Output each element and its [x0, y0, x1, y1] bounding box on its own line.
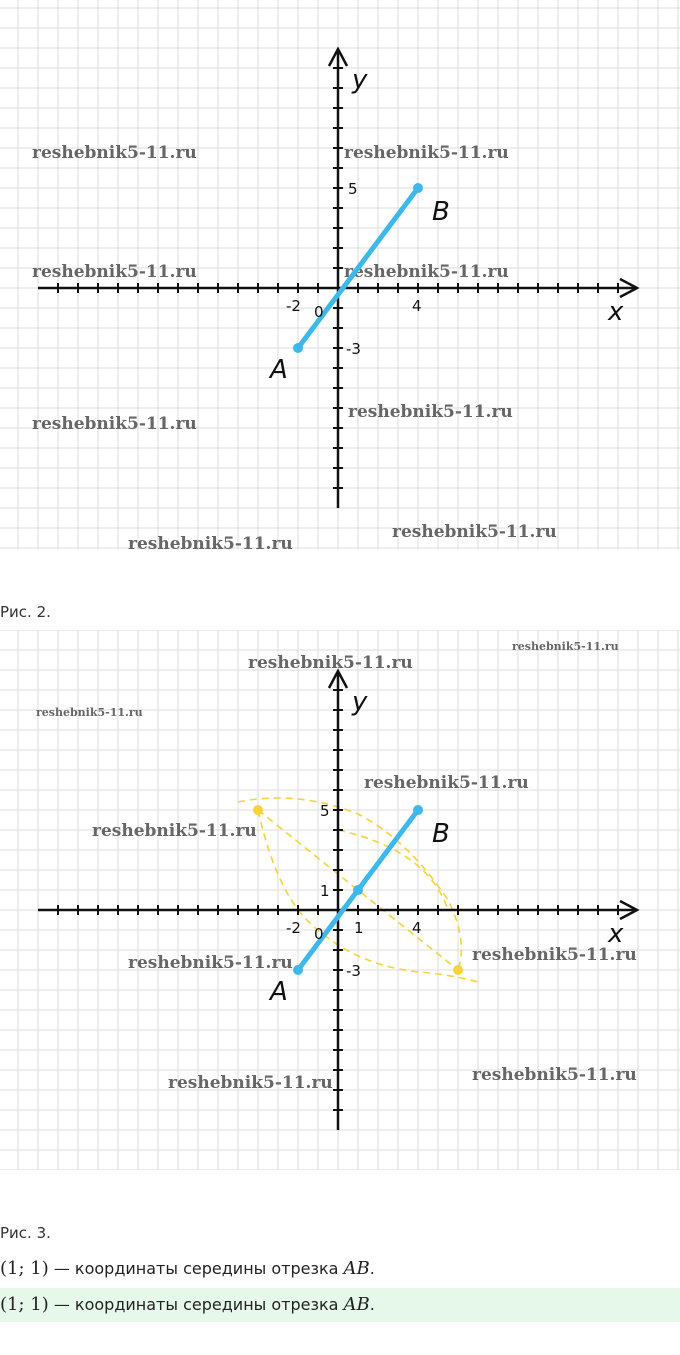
axes [38, 671, 637, 1130]
watermark: reshebnik5-11.ru [32, 143, 197, 163]
watermark: reshebnik5-11.ru [36, 706, 143, 719]
answer-coordinates: (1; 1) [0, 1294, 49, 1315]
point-b-label: B [432, 819, 450, 849]
x-tick-label: 1 [354, 919, 364, 937]
watermark: reshebnik5-11.ru [364, 773, 529, 793]
x-tick-label: -2 [286, 919, 301, 937]
answer-end: . [369, 1295, 375, 1314]
construction-point [253, 805, 263, 815]
watermark: reshebnik5-11.ru [92, 821, 257, 841]
point-a-label: A [270, 355, 288, 385]
origin-label: 0 [314, 925, 324, 943]
point-a [293, 965, 303, 975]
answer-text: — координаты середины отрезка [48, 1295, 344, 1314]
watermark: reshebnik5-11.ru [344, 262, 509, 282]
y-axis-label: y [352, 687, 368, 717]
answer-text: — координаты середины отрезка [48, 1259, 344, 1278]
watermark: reshebnik5-11.ru [472, 945, 637, 965]
figure-3-coordinate-plane [0, 630, 680, 1170]
watermark: reshebnik5-11.ru [128, 534, 293, 550]
point-a-label: A [270, 977, 288, 1007]
answer-segment: AB [343, 1258, 370, 1279]
watermark: reshebnik5-11.ru [512, 640, 619, 653]
answer-coordinates: (1; 1) [0, 1258, 49, 1279]
watermark: reshebnik5-11.ru [32, 262, 197, 282]
point-b [413, 805, 423, 815]
watermark: reshebnik5-11.ru [128, 953, 293, 973]
x-tick-label: 4 [412, 297, 422, 315]
watermark: reshebnik5-11.ru [168, 1073, 333, 1093]
watermark: reshebnik5-11.ru [392, 522, 557, 542]
construction-point [453, 965, 463, 975]
watermarks [36, 640, 637, 1093]
watermark: reshebnik5-11.ru [472, 1065, 637, 1085]
x-tick-label: -2 [286, 297, 301, 315]
figure-3-caption: Рис. 3. [0, 1224, 51, 1242]
answer-line [0, 1252, 680, 1286]
x-axis-label: x [608, 297, 624, 327]
point-b-label: B [432, 197, 450, 227]
watermark: reshebnik5-11.ru [344, 143, 509, 163]
answer-line-highlighted [0, 1288, 680, 1322]
y-tick-label: -3 [346, 962, 361, 980]
watermark: reshebnik5-11.ru [348, 402, 513, 422]
watermark: reshebnik5-11.ru [32, 414, 197, 434]
y-tick-label: 5 [348, 180, 358, 198]
y-axis-label: y [352, 65, 368, 95]
answer-end: . [369, 1259, 375, 1278]
point-b [413, 183, 423, 193]
construction-arc [238, 798, 461, 970]
figure-2-coordinate-plane [0, 0, 680, 550]
y-tick-label: -3 [346, 340, 361, 358]
figure-2-caption: Рис. 2. [0, 603, 51, 621]
watermark: reshebnik5-11.ru [248, 653, 413, 673]
origin-label: 0 [314, 303, 324, 321]
y-tick-label: 5 [320, 802, 330, 820]
midpoint [353, 885, 363, 895]
x-axis-label: x [608, 919, 624, 949]
point-a [293, 343, 303, 353]
y-tick-label: 1 [320, 882, 330, 900]
answer-segment: AB [343, 1294, 370, 1315]
x-tick-label: 4 [412, 919, 422, 937]
